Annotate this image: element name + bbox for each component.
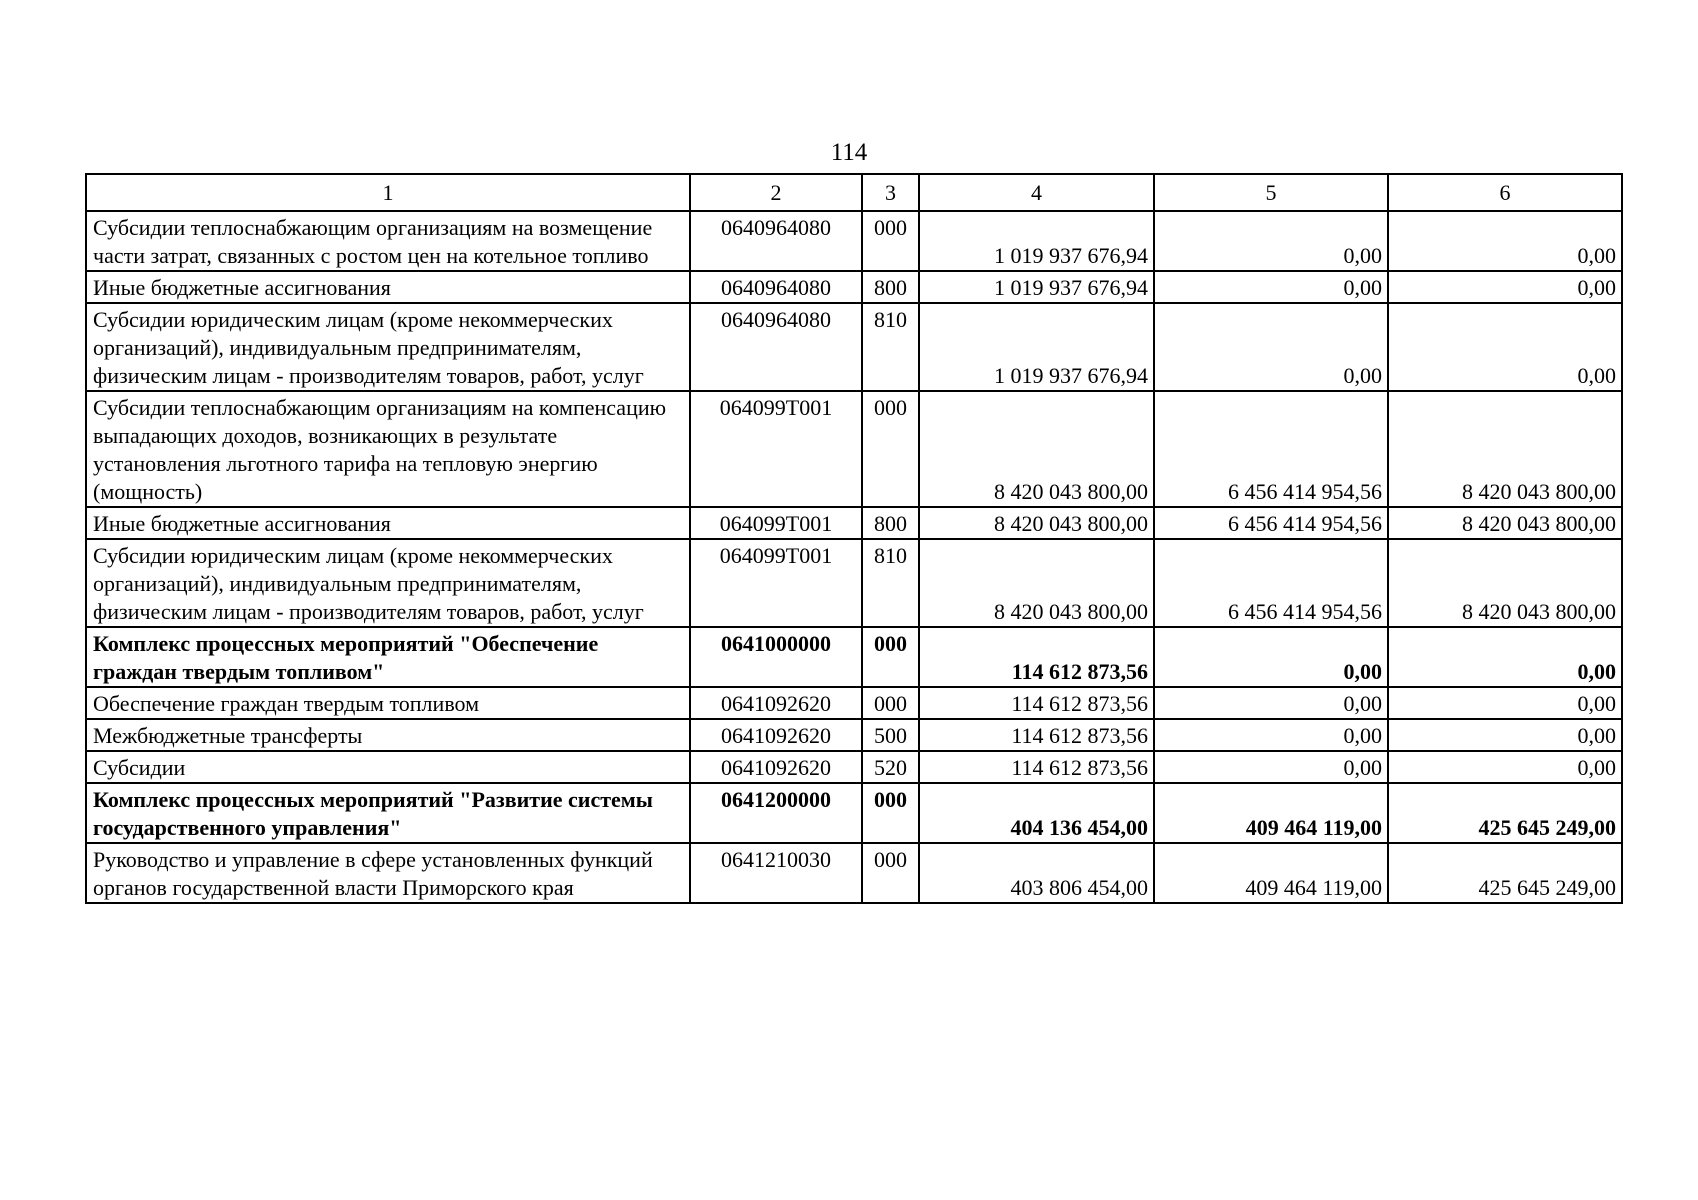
- row-name: Субсидии теплоснабжающим организациям на компенсацию выпадающих доходов, возникающих в результате установления льготного тарифа на тепловую энергию (мощность): [86, 391, 690, 507]
- row-name: Субсидии юридическим лицам (кроме некоммерческих организаций), индивидуальным предпринимателям, физическим лицам - производителям товаров, работ, услуг: [86, 539, 690, 627]
- row-amount-col-4: 404 136 454,00: [919, 783, 1154, 843]
- row-amount-col-4: 1 019 937 676,94: [919, 211, 1154, 271]
- row-amount-col-4: 403 806 454,00: [919, 843, 1154, 903]
- row-name: Иные бюджетные ассигнования: [86, 507, 690, 539]
- row-name: Иные бюджетные ассигнования: [86, 271, 690, 303]
- row-amount-col-6: 425 645 249,00: [1388, 843, 1622, 903]
- row-name: Субсидии теплоснабжающим организациям на возмещение части затрат, связанных с ростом цен на котельное топливо: [86, 211, 690, 271]
- row-amount-col-5: 0,00: [1154, 303, 1388, 391]
- row-amount-col-5: 409 464 119,00: [1154, 843, 1388, 903]
- row-code: 0640964080: [690, 303, 862, 391]
- row-code: 0641210030: [690, 843, 862, 903]
- row-name: Комплекс процессных мероприятий "Обеспечение граждан твердым топливом": [86, 627, 690, 687]
- row-amount-col-5: 6 456 414 954,56: [1154, 539, 1388, 627]
- header-col-4: 4: [919, 174, 1154, 211]
- row-name: Руководство и управление в сфере установленных функций органов государственной власти Приморского края: [86, 843, 690, 903]
- row-amount-col-6: 8 420 043 800,00: [1388, 507, 1622, 539]
- row-code: 0641000000: [690, 627, 862, 687]
- row-code: 064099T001: [690, 391, 862, 507]
- table-row: [86, 783, 1622, 843]
- row-amount-col-4: 1 019 937 676,94: [919, 271, 1154, 303]
- row-expense-type: 810: [862, 303, 919, 391]
- row-code: 064099T001: [690, 507, 862, 539]
- row-amount-col-4: 114 612 873,56: [919, 751, 1154, 783]
- row-code: 0641092620: [690, 719, 862, 751]
- header-col-2: 2: [690, 174, 862, 211]
- table-row: [86, 751, 1622, 783]
- row-expense-type: 000: [862, 211, 919, 271]
- row-expense-type: 000: [862, 843, 919, 903]
- row-amount-col-6: 0,00: [1388, 211, 1622, 271]
- row-amount-col-6: 0,00: [1388, 719, 1622, 751]
- table-row: [86, 719, 1622, 751]
- row-amount-col-5: 6 456 414 954,56: [1154, 391, 1388, 507]
- row-name: Комплекс процессных мероприятий "Развитие системы государственного управления": [86, 783, 690, 843]
- row-amount-col-6: 0,00: [1388, 627, 1622, 687]
- header-col-3: 3: [862, 174, 919, 211]
- table-row: [86, 627, 1622, 687]
- row-amount-col-6: 8 420 043 800,00: [1388, 539, 1622, 627]
- table-row: [86, 303, 1622, 391]
- row-amount-col-4: 8 420 043 800,00: [919, 507, 1154, 539]
- row-code: 0641092620: [690, 687, 862, 719]
- table-body: [86, 174, 1622, 903]
- header-col-5: 5: [1154, 174, 1388, 211]
- table-row: [86, 391, 1622, 507]
- row-expense-type: 000: [862, 627, 919, 687]
- table-row: [86, 211, 1622, 271]
- row-amount-col-6: 0,00: [1388, 751, 1622, 783]
- row-amount-col-6: 8 420 043 800,00: [1388, 391, 1622, 507]
- row-expense-type: 000: [862, 783, 919, 843]
- header-col-6: 6: [1388, 174, 1622, 211]
- table-row: [86, 507, 1622, 539]
- row-expense-type: 800: [862, 507, 919, 539]
- table-row: [86, 271, 1622, 303]
- table-row: [86, 687, 1622, 719]
- row-name: Обеспечение граждан твердым топливом: [86, 687, 690, 719]
- row-amount-col-4: 114 612 873,56: [919, 719, 1154, 751]
- row-amount-col-4: 1 019 937 676,94: [919, 303, 1154, 391]
- row-amount-col-4: 114 612 873,56: [919, 687, 1154, 719]
- row-name: Субсидии юридическим лицам (кроме некоммерческих организаций), индивидуальным предпринимателям, физическим лицам - производителям товаров, работ, услуг: [86, 303, 690, 391]
- row-amount-col-4: 114 612 873,56: [919, 627, 1154, 687]
- row-amount-col-5: 0,00: [1154, 687, 1388, 719]
- header-row: [86, 174, 1622, 211]
- row-amount-col-5: 0,00: [1154, 719, 1388, 751]
- row-amount-col-4: 8 420 043 800,00: [919, 539, 1154, 627]
- budget-table: [85, 173, 1623, 904]
- row-amount-col-6: 0,00: [1388, 271, 1622, 303]
- row-code: 0641200000: [690, 783, 862, 843]
- row-expense-type: 500: [862, 719, 919, 751]
- table-row: [86, 843, 1622, 903]
- header-col-1: 1: [86, 174, 690, 211]
- row-name: Межбюджетные трансферты: [86, 719, 690, 751]
- row-amount-col-4: 8 420 043 800,00: [919, 391, 1154, 507]
- row-code: 0640964080: [690, 211, 862, 271]
- row-expense-type: 800: [862, 271, 919, 303]
- page-number: 114: [830, 139, 868, 166]
- row-code: 0640964080: [690, 271, 862, 303]
- row-expense-type: 000: [862, 687, 919, 719]
- row-expense-type: 810: [862, 539, 919, 627]
- row-amount-col-5: 0,00: [1154, 751, 1388, 783]
- row-name: Субсидии: [86, 751, 690, 783]
- row-code: 0641092620: [690, 751, 862, 783]
- row-amount-col-5: 6 456 414 954,56: [1154, 507, 1388, 539]
- row-expense-type: 520: [862, 751, 919, 783]
- row-amount-col-5: 409 464 119,00: [1154, 783, 1388, 843]
- row-amount-col-6: 0,00: [1388, 303, 1622, 391]
- row-amount-col-5: 0,00: [1154, 271, 1388, 303]
- table-row: [86, 539, 1622, 627]
- row-expense-type: 000: [862, 391, 919, 507]
- row-amount-col-6: 425 645 249,00: [1388, 783, 1622, 843]
- row-amount-col-5: 0,00: [1154, 627, 1388, 687]
- row-amount-col-6: 0,00: [1388, 687, 1622, 719]
- row-amount-col-5: 0,00: [1154, 211, 1388, 271]
- row-code: 064099T001: [690, 539, 862, 627]
